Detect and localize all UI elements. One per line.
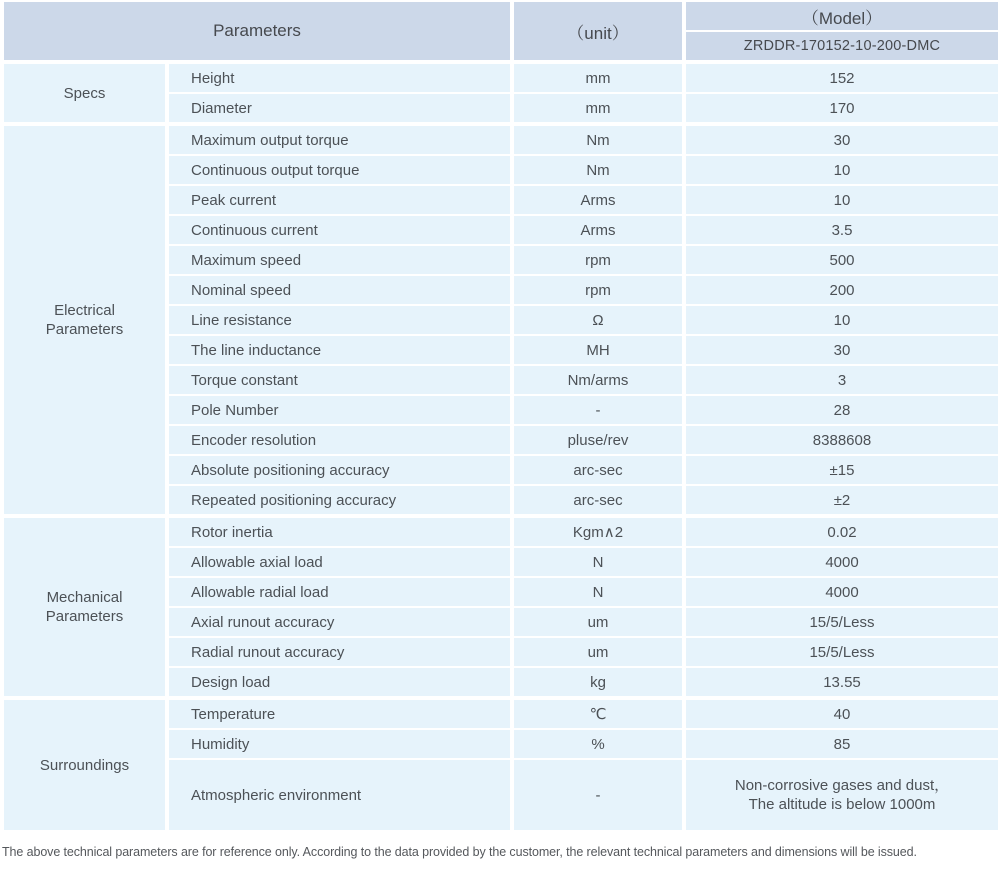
param-unit: Nm/arms [512, 365, 684, 395]
param-value: 8388608 [684, 425, 998, 455]
param-value: 10 [684, 185, 998, 215]
param-value: 40 [684, 698, 998, 729]
param-unit: - [512, 759, 684, 831]
table-row [2, 698, 998, 729]
param-name: Line resistance [167, 305, 512, 335]
param-unit: Ω [512, 305, 684, 335]
table-header [2, 1, 998, 62]
param-name: Humidity [167, 729, 512, 759]
param-unit: rpm [512, 275, 684, 305]
param-name: Repeated positioning accuracy [167, 485, 512, 516]
param-unit: N [512, 547, 684, 577]
param-value: 4000 [684, 547, 998, 577]
param-value: ±15 [684, 455, 998, 485]
header-row [2, 1, 998, 31]
param-name: Torque constant [167, 365, 512, 395]
param-name: Axial runout accuracy [167, 607, 512, 637]
section-label-surroundings: Surroundings [2, 698, 167, 831]
param-name: Atmospheric environment [167, 759, 512, 831]
header-parameters: Parameters [2, 1, 512, 62]
param-value: 85 [684, 729, 998, 759]
param-unit: ℃ [512, 698, 684, 729]
param-unit: N [512, 577, 684, 607]
param-value: 4000 [684, 577, 998, 607]
param-value: ±2 [684, 485, 998, 516]
table-row [2, 124, 998, 155]
param-name: Radial runout accuracy [167, 637, 512, 667]
param-value: 170 [684, 93, 998, 124]
param-value-line: Non-corrosive gases and dust， [734, 777, 950, 794]
section-label-electrical: Electrical Parameters [2, 124, 167, 516]
param-name: Encoder resolution [167, 425, 512, 455]
table-row [2, 516, 998, 547]
param-value: 13.55 [684, 667, 998, 698]
param-value: 0.02 [684, 516, 998, 547]
param-name: Continuous current [167, 215, 512, 245]
table-body [2, 62, 998, 831]
param-unit: Kgm∧2 [512, 516, 684, 547]
param-name: Temperature [167, 698, 512, 729]
param-unit: mm [512, 62, 684, 93]
param-name: Absolute positioning accuracy [167, 455, 512, 485]
param-name: Maximum speed [167, 245, 512, 275]
table-row [2, 62, 998, 93]
param-name: Pole Number [167, 395, 512, 425]
param-name: Maximum output torque [167, 124, 512, 155]
param-value: 152 [684, 62, 998, 93]
header-model: （Model） [684, 1, 998, 31]
param-name: Peak current [167, 185, 512, 215]
param-value-line: The altitude is below 1000m [748, 796, 936, 813]
param-unit: arc-sec [512, 485, 684, 516]
param-unit: MH [512, 335, 684, 365]
param-unit: Nm [512, 155, 684, 185]
param-unit: um [512, 607, 684, 637]
header-model-number: ZRDDR-170152-10-200-DMC [684, 31, 998, 62]
param-name: Diameter [167, 93, 512, 124]
param-name: Allowable axial load [167, 547, 512, 577]
param-unit: arc-sec [512, 455, 684, 485]
param-value: 3.5 [684, 215, 998, 245]
param-unit: rpm [512, 245, 684, 275]
param-value: 200 [684, 275, 998, 305]
param-value: 15/5/Less [684, 637, 998, 667]
param-unit: % [512, 729, 684, 759]
param-unit: Nm [512, 124, 684, 155]
param-unit: - [512, 395, 684, 425]
param-unit: um [512, 637, 684, 667]
param-unit: kg [512, 667, 684, 698]
param-value: 10 [684, 155, 998, 185]
param-name: Continuous output torque [167, 155, 512, 185]
param-value [684, 759, 998, 831]
param-unit: mm [512, 93, 684, 124]
param-name: Design load [167, 667, 512, 698]
param-name: Allowable radial load [167, 577, 512, 607]
param-value: 15/5/Less [684, 607, 998, 637]
footer-note: The above technical parameters are for reference only. According to the data provided by the customer, the relevant technical parameters and dimensions will be issued. [2, 845, 917, 859]
param-value: 10 [684, 305, 998, 335]
param-unit: Arms [512, 185, 684, 215]
param-name: Height [167, 62, 512, 93]
param-name: The line inductance [167, 335, 512, 365]
param-unit: pluse/rev [512, 425, 684, 455]
header-unit: （unit） [512, 1, 684, 62]
section-label-mechanical: Mechanical Parameters [2, 516, 167, 698]
param-value: 28 [684, 395, 998, 425]
section-label-specs: Specs [2, 62, 167, 124]
param-unit: Arms [512, 215, 684, 245]
param-value: 30 [684, 124, 998, 155]
param-name: Nominal speed [167, 275, 512, 305]
param-value: 500 [684, 245, 998, 275]
param-name: Rotor inertia [167, 516, 512, 547]
param-value: 30 [684, 335, 998, 365]
param-value: 3 [684, 365, 998, 395]
